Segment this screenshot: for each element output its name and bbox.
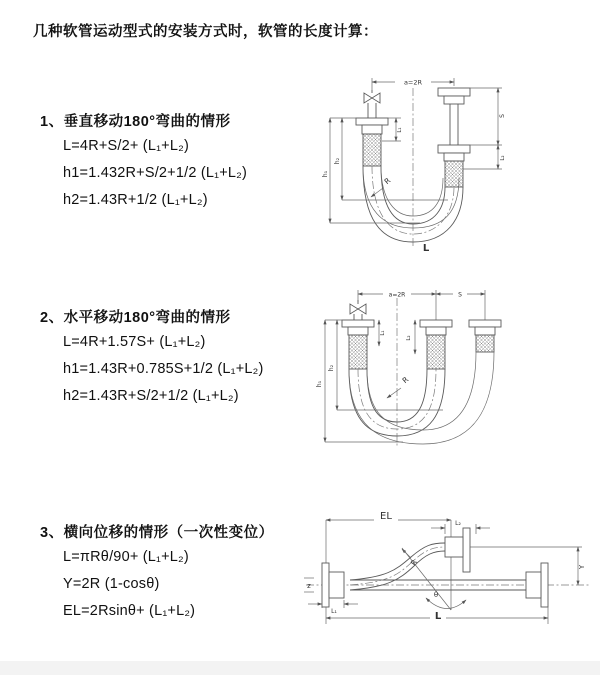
- dimension-l2: [406, 320, 415, 354]
- s1-formula-h2: h2=1.43R+1/2 (L₁+L₂): [63, 192, 208, 208]
- right-flange: [526, 563, 548, 607]
- diagram-lateral-displacement: [298, 506, 598, 651]
- dim-label-r: R: [408, 557, 420, 568]
- dim-label-l2: L₂: [500, 155, 506, 161]
- braided-hose-section: [445, 161, 463, 187]
- left-flange-hose: [342, 320, 374, 369]
- dim-label-a2r: a=2R: [388, 291, 406, 299]
- braided-hose-section: [363, 134, 381, 166]
- page-bottom-edge: [0, 661, 600, 675]
- s2-formula-L: L=4R+1.57S+ (L₁+L₂): [63, 334, 206, 350]
- dim-label-theta: θ: [433, 591, 439, 599]
- dimension-l1: [379, 320, 386, 346]
- dim-label-h2: h₂: [334, 157, 341, 165]
- right-flange-hose: [469, 320, 501, 352]
- dimension-l1: [308, 600, 358, 615]
- dim-label-l1: L₁: [397, 127, 403, 133]
- dim-label-l1: L₁: [331, 608, 337, 615]
- s-curve-hose: [350, 543, 445, 590]
- braided-hose-section: [476, 335, 494, 352]
- s2-formula-h1: h1=1.43R+0.785S+1/2 (L₁+L₂): [63, 361, 264, 377]
- dim-label-a2r: a=2R: [403, 78, 423, 87]
- centerline-mark-label: z: [307, 582, 311, 590]
- dim-label-s: S: [458, 291, 462, 299]
- dimension-s: [470, 88, 506, 145]
- middle-flange-hose: [420, 320, 452, 369]
- valve-icon: [350, 300, 366, 320]
- dim-label-s: S: [499, 114, 506, 118]
- right-pipe-flanges: [438, 88, 470, 187]
- section-3-heading: 3、横向位移的情形（一次性变位）: [40, 525, 274, 541]
- diagram-vertical-180-bend: [302, 66, 532, 261]
- dim-label-L: L: [422, 243, 430, 254]
- dim-label-h2: h₂: [328, 364, 335, 372]
- s3-formula-L: L=πRθ/90+ (L₁+L₂): [63, 549, 189, 565]
- dim-label-l1: L₁: [380, 330, 386, 336]
- radius-callout: [371, 176, 392, 197]
- dim-label-h1: h₁: [322, 170, 329, 178]
- section-2-heading: 2、水平移动180°弯曲的情形: [40, 310, 231, 326]
- braided-hose-section: [427, 335, 445, 369]
- dim-label-r: R: [382, 175, 393, 187]
- diagram-horizontal-180-bend: [303, 284, 543, 454]
- braided-hose-section: [349, 335, 367, 369]
- s1-formula-L: L=4R+S/2+ (L₁+L₂): [63, 138, 189, 154]
- s2-formula-h2: h2=1.43R+S/2+1/2 (L₁+L₂): [63, 388, 239, 404]
- valve-icon: [364, 90, 380, 103]
- dimension-h2: [334, 118, 448, 200]
- hose-u-bend-arcs: [349, 352, 494, 444]
- upper-flange: [445, 528, 470, 572]
- dimension-a2r: [358, 290, 485, 321]
- s3-formula-Y: Y=2R (1-cosθ): [63, 576, 160, 592]
- dim-label-y: Y: [578, 564, 586, 570]
- dim-label-h1: h₁: [316, 380, 323, 388]
- dim-label-el: EL: [380, 511, 392, 522]
- dimension-l2: [431, 520, 490, 534]
- radius-callout: [387, 375, 410, 398]
- dimension-el: [326, 510, 451, 610]
- left-pipe-flange: [356, 103, 388, 166]
- dim-label-L: L: [434, 611, 442, 622]
- page-title: 几种软管运动型式的安装方式时，软管的长度计算：: [33, 24, 378, 40]
- dim-label-l2: L₂: [455, 520, 461, 527]
- left-flange: [322, 563, 344, 607]
- dim-label-r: R: [400, 374, 411, 386]
- section-1-heading: 1、垂直移动180°弯曲的情形: [40, 114, 231, 130]
- s1-formula-h1: h1=1.432R+S/2+1/2 (L₁+L₂): [63, 165, 248, 181]
- dimension-L: [326, 607, 548, 624]
- dim-label-l2: L₂: [406, 335, 412, 341]
- s3-formula-EL: EL=2Rsinθ+ (L₁+L₂): [63, 603, 196, 619]
